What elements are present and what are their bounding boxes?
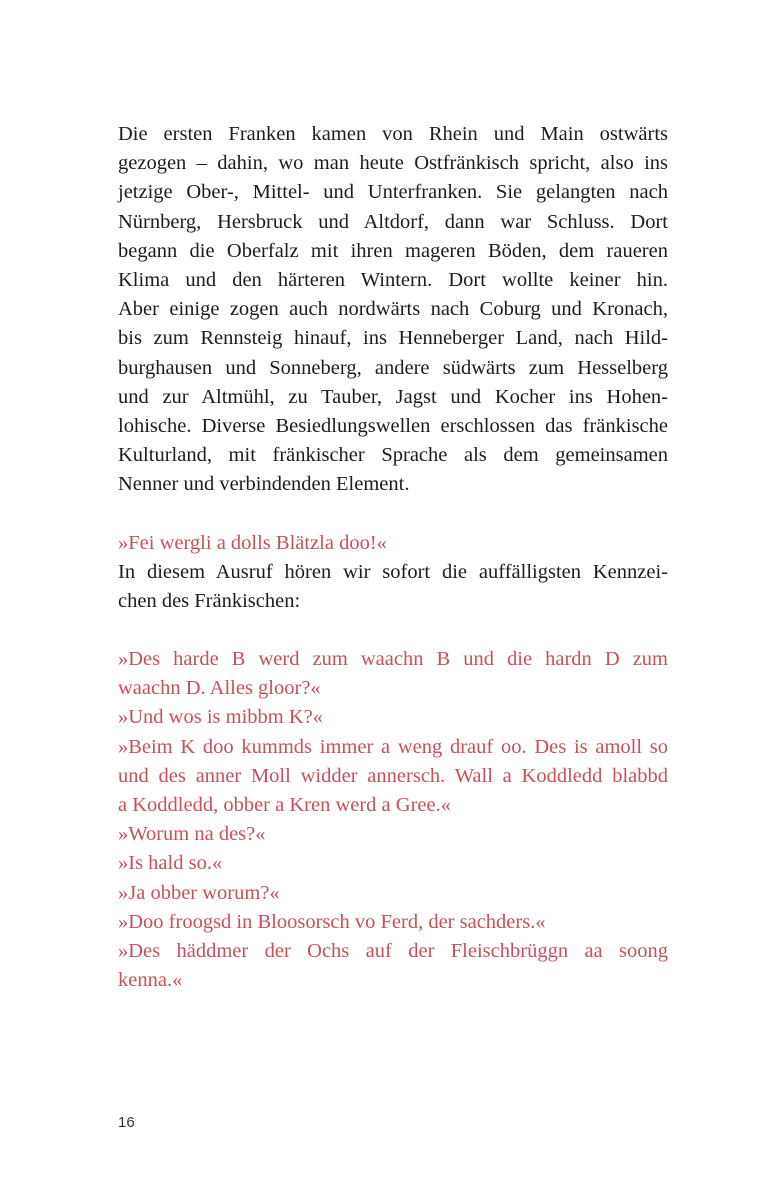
exclamation-quote: »Fei wergli a dolls Blätzla doo!«	[118, 532, 387, 554]
intro-line: Kulturland, mit fränkischer Sprache als dem gemeinsamen	[118, 444, 668, 467]
dialogue-line: »Beim K doo kummds immer a weng drauf oo. Des is amoll so	[118, 735, 668, 758]
dialogue-line: »Und wos is mibbm K?«	[118, 706, 323, 729]
dialect-dialogue	[118, 645, 668, 995]
dialogue-line: »Des harde B werd zum waachn B und die hardn D zum	[118, 648, 668, 670]
dialogue-line: »Des häddmer der Ochs auf der Fleischbrüggn aa soong	[118, 940, 668, 963]
intro-line: jetzige Ober-, Mittel- und Unterfranken. Sie gelangten nach	[118, 181, 668, 204]
dialogue-line: »Is hald so.«	[118, 852, 223, 875]
intro-line: burghausen und Sonneberg, andere südwärts zum Hesselberg	[118, 356, 668, 379]
explanation-line: In diesem Ausruf hören wir sofort die auffälligsten Kennzei-	[118, 561, 668, 584]
explanation-line: chen des Fränkischen:	[118, 590, 301, 613]
intro-line: Die ersten Franken kamen von Rhein und Main ostwärts	[118, 123, 668, 145]
dialogue-line: und des anner Moll widder annersch. Wall a Koddledd blabbd	[118, 764, 668, 787]
dialogue-line: kenna.«	[118, 969, 183, 992]
dialogue-line: »Doo froogsd in Bloosorsch vo Ferd, der sachders.«	[118, 910, 546, 933]
intro-line: Nenner und verbindenden Element.	[118, 473, 410, 496]
intro-line: gezogen – dahin, wo man heute Ostfränkisch spricht, also ins	[118, 152, 668, 175]
intro-line: und zur Altmühl, zu Tauber, Jagst und Kocher ins Hohen-	[118, 385, 668, 408]
exclamation-paragraph	[118, 529, 668, 617]
dialogue-line: waachn D. Alles gloor?«	[118, 677, 321, 700]
intro-line: lohische. Diverse Besiedlungswellen erschlossen das fränkische	[118, 415, 668, 438]
dialogue-line: »Worum na des?«	[118, 823, 266, 846]
intro-line: begann die Oberfalz mit ihren mageren Böden, dem raueren	[118, 239, 668, 262]
intro-line: Nürnberg, Hersbruck und Altdorf, dann war Schluss. Dort	[118, 210, 668, 233]
intro-line: Klima und den härteren Wintern. Dort wollte keiner hin.	[118, 269, 668, 292]
dialogue-line: a Koddledd, obber a Kren werd a Gree.«	[118, 794, 451, 817]
intro-line: bis zum Rennsteig hinauf, ins Henneberger Land, nach Hild-	[118, 327, 668, 350]
dialogue-line: »Ja obber worum?«	[118, 881, 280, 904]
intro-line: Aber einige zogen auch nordwärts nach Coburg und Kronach,	[118, 298, 668, 321]
intro-paragraph	[118, 120, 668, 500]
page-number: 16	[118, 1114, 135, 1131]
